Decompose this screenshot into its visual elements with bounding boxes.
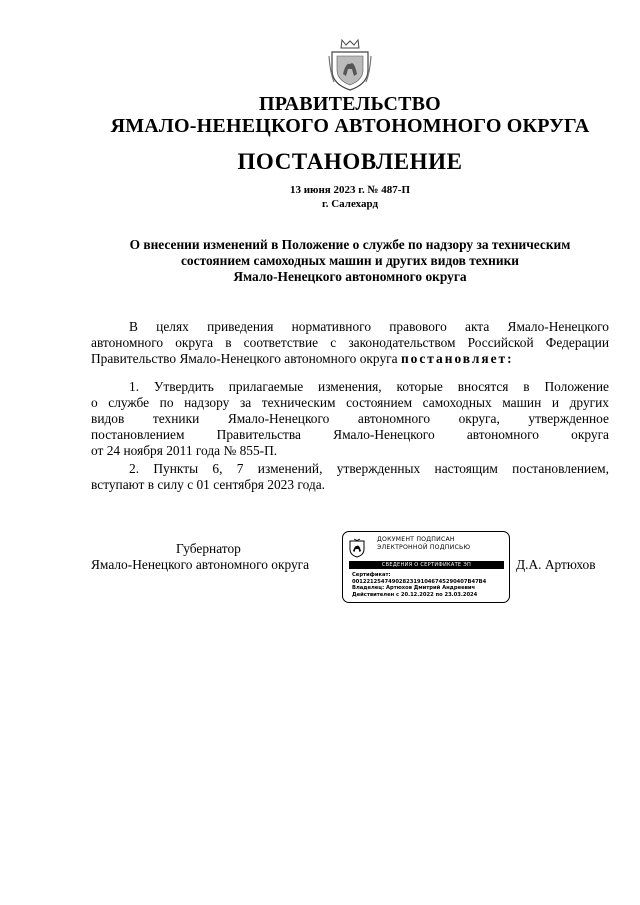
paragraph-line: вступают в силу с 01 сентября 2023 года.	[91, 477, 325, 492]
org-name-line-2: ЯМАЛО-НЕНЕЦКОГО АВТОНОМНОГО ОКРУГА	[110, 115, 590, 137]
stamp-heading: ДОКУМЕНТ ПОДПИСАН	[377, 536, 455, 543]
stamp-certificate-bar: СВЕДЕНИЯ О СЕРТИФИКАТЕ ЭП	[349, 561, 504, 569]
org-name-line-1: ПРАВИТЕЛЬСТВО	[259, 93, 441, 115]
preamble-paragraph	[91, 319, 609, 367]
clause-1-paragraph	[91, 379, 609, 459]
paragraph-line: автономного округа в соответствие с законодательством Российской Федерации	[91, 335, 609, 350]
paragraph-line: постановлением Правительства Ямало-Ненецкого автономного округа	[91, 427, 609, 442]
paragraph-text: Правительство Ямало-Ненецкого автономного округа	[91, 351, 398, 366]
paragraph-line: о службе по надзору за техническим состоянием самоходных машин и других	[91, 395, 609, 410]
stamp-validity: Действителен с 20.12.2022 по 23.03.2024	[352, 591, 478, 598]
paragraph-line: 2. Пункты 6, 7 изменений, утвержденных настоящим постановлением,	[129, 461, 609, 476]
document-subject	[90, 237, 610, 285]
date-and-number: 13 июня 2023 г. № 487-П	[289, 184, 411, 196]
paragraph-line: видов техники Ямало-Ненецкого автономного округа, утвержденное	[91, 411, 609, 426]
subject-line: Ямало-Ненецкого автономного округа	[233, 269, 467, 284]
signatory-region: Ямало-Ненецкого автономного округа	[91, 557, 310, 572]
stamp-cert-label: Сертификат:	[352, 572, 391, 578]
stamp-heading: ЭЛЕКТРОННОЙ ПОДПИСЬЮ	[377, 544, 471, 551]
electronic-signature-stamp	[342, 531, 510, 603]
decides-word: постановляет:	[400, 351, 514, 366]
paragraph-line: от 24 ноября 2011 года № 855-П.	[91, 443, 278, 458]
subject-line: О внесении изменений в Положение о службе по надзору за техническим	[129, 237, 571, 252]
stamp-cert-number: 00122125474902823191046745290407B47B4	[352, 578, 487, 585]
coat-of-arms-icon	[349, 538, 365, 558]
coat-of-arms-icon	[328, 38, 372, 92]
paragraph-line: 1. Утвердить прилагаемые изменения, которые вносятся в Положение	[129, 379, 609, 394]
signatory-name: Д.А. Артюхов	[516, 557, 596, 572]
clause-2-paragraph	[91, 461, 609, 493]
paragraph-line	[91, 351, 609, 367]
stamp-owner: Владелец: Артюхов Дмитрий Андреевич	[352, 585, 476, 591]
signatory-title: Губернатор	[176, 541, 241, 556]
subject-line: состоянием самоходных машин и других видов техники	[180, 253, 520, 268]
paragraph-line: В целях приведения нормативного правового акта Ямало-Ненецкого	[129, 319, 609, 334]
document-type: ПОСТАНОВЛЕНИЕ	[237, 149, 463, 174]
city: г. Салехард	[321, 198, 379, 210]
